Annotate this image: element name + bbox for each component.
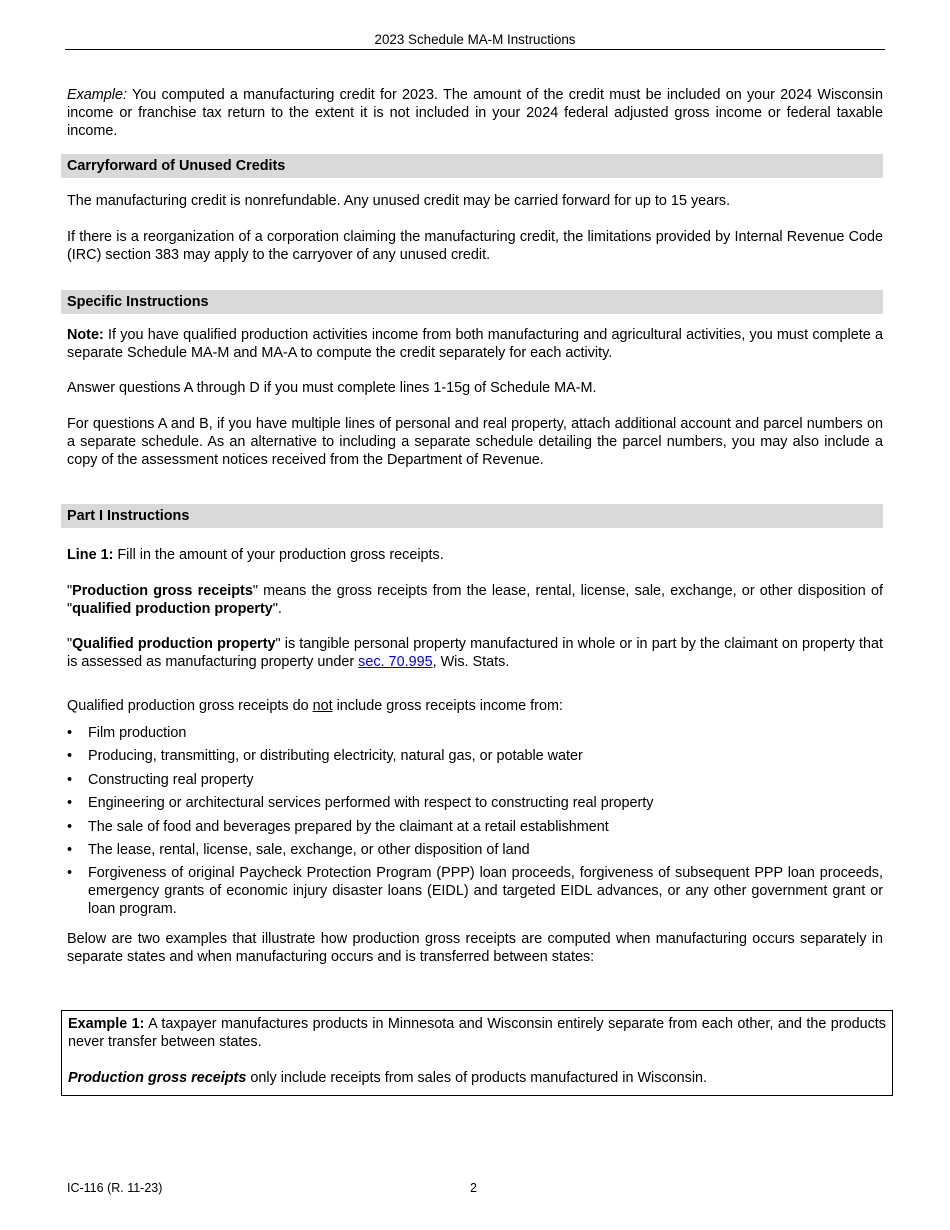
exclusions-intro: Qualified production gross receipts do not include gross receipts income from:	[67, 698, 563, 714]
line1-instruction: Line 1: Fill in the amount of your production gross receipts.	[67, 547, 444, 563]
specific-para-3: For questions A and B, if you have multiple lines of personal and real property, attach additional account and parcel numbers on a separate schedule. As an alternative to including a separate schedule detailing the parcel numbers, you may also include a copy of the assessment notices received from the Department of Revenue.	[67, 416, 883, 468]
page-header-title: 2023 Schedule MA-M Instructions	[374, 32, 576, 47]
intro-example: Example: You computed a manufacturing credit for 2023. The amount of the credit must be included on your 2024 Wisconsin income or franchise tax return to the extent it is not included in your 2024 federal adjusted gross income or federal taxable income.	[67, 87, 883, 139]
list-item: • The lease, rental, license, sale, exchange, or other disposition of land	[67, 841, 883, 859]
examples-intro: Below are two examples that illustrate how production gross receipts are computed when manufacturing occurs separately in separate states and when manufacturing occurs and is transferred between states:	[67, 931, 883, 966]
list-item: • Constructing real property	[67, 771, 883, 789]
example-1-term: Production gross receipts	[68, 1070, 247, 1086]
carryforward-heading: Carryforward of Unused Credits	[61, 154, 883, 178]
footer-form-id: IC-116 (R. 11-23)	[67, 1181, 163, 1195]
specific-note-label: Note:	[67, 327, 104, 343]
page-header	[65, 32, 885, 50]
pgr-term-2: qualified production property	[72, 601, 273, 617]
list-item: • Producing, transmitting, or distributing electricity, natural gas, or potable water	[67, 747, 883, 765]
carryforward-para-1: The manufacturing credit is nonrefundable. Any unused credit may be carried forward for up to 15 years.	[67, 193, 731, 209]
specific-instructions-heading: Specific Instructions	[61, 290, 883, 314]
footer-page-number: 2	[470, 1181, 477, 1195]
statute-link[interactable]: sec. 70.995	[358, 654, 433, 670]
carryforward-para-2: If there is a reorganization of a corporation claiming the manufacturing credit, the limitations provided by Internal Revenue Code (IRC) section 383 may apply to the carryover of any unused credit.	[67, 229, 883, 263]
list-item: • Forgiveness of original Paycheck Protection Program (PPP) loan proceeds, forgiveness of subsequent PPP loan proceeds, emergency grants of economic injury disaster loans (EIDL) and targeted EIDL advances, or any other government grant or loan program.	[67, 864, 883, 918]
specific-para-2: Answer questions A through D if you must complete lines 1-15g of Schedule MA-M.	[67, 380, 597, 396]
pgr-term: Production gross receipts	[72, 583, 253, 599]
example-1-conclusion: Production gross receipts only include receipts from sales of products manufactured in Wisconsin.	[68, 1070, 708, 1086]
qpp-term: Qualified production property	[72, 636, 276, 652]
list-item: • Film production	[67, 724, 883, 742]
qpp-definition: "Qualified production property" is tangible personal property manufactured in whole or in part by the claimant on property that is assessed as manufacturing property under sec. 70.995, Wis. Stats.	[67, 636, 883, 670]
not-underlined: not	[312, 698, 333, 714]
part1-heading: Part I Instructions	[61, 504, 883, 528]
line1-label: Line 1:	[67, 547, 114, 563]
intro-example-label: Example:	[67, 87, 127, 103]
document-body	[67, 86, 883, 966]
example-1-label: Example 1:	[68, 1016, 145, 1032]
pgr-definition: "Production gross receipts" means the gross receipts from the lease, rental, license, sale, exchange, or other disposition of "qualified production property".	[67, 583, 883, 617]
specific-note: Note: If you have qualified production activities income from both manufacturing and agricultural activities, you must complete a separate Schedule MA-M and MA-A to compute the credit separately for each activity.	[67, 327, 883, 361]
example-1-box	[61, 1010, 893, 1096]
example-1-text: Example 1: A taxpayer manufactures products in Minnesota and Wisconsin entirely separate from each other, and the products never transfer between states.	[68, 1016, 886, 1050]
list-item: • The sale of food and beverages prepared by the claimant at a retail establishment	[67, 818, 883, 836]
exclusions-list	[67, 724, 883, 918]
list-item: • Engineering or architectural services performed with respect to constructing real property	[67, 794, 883, 812]
